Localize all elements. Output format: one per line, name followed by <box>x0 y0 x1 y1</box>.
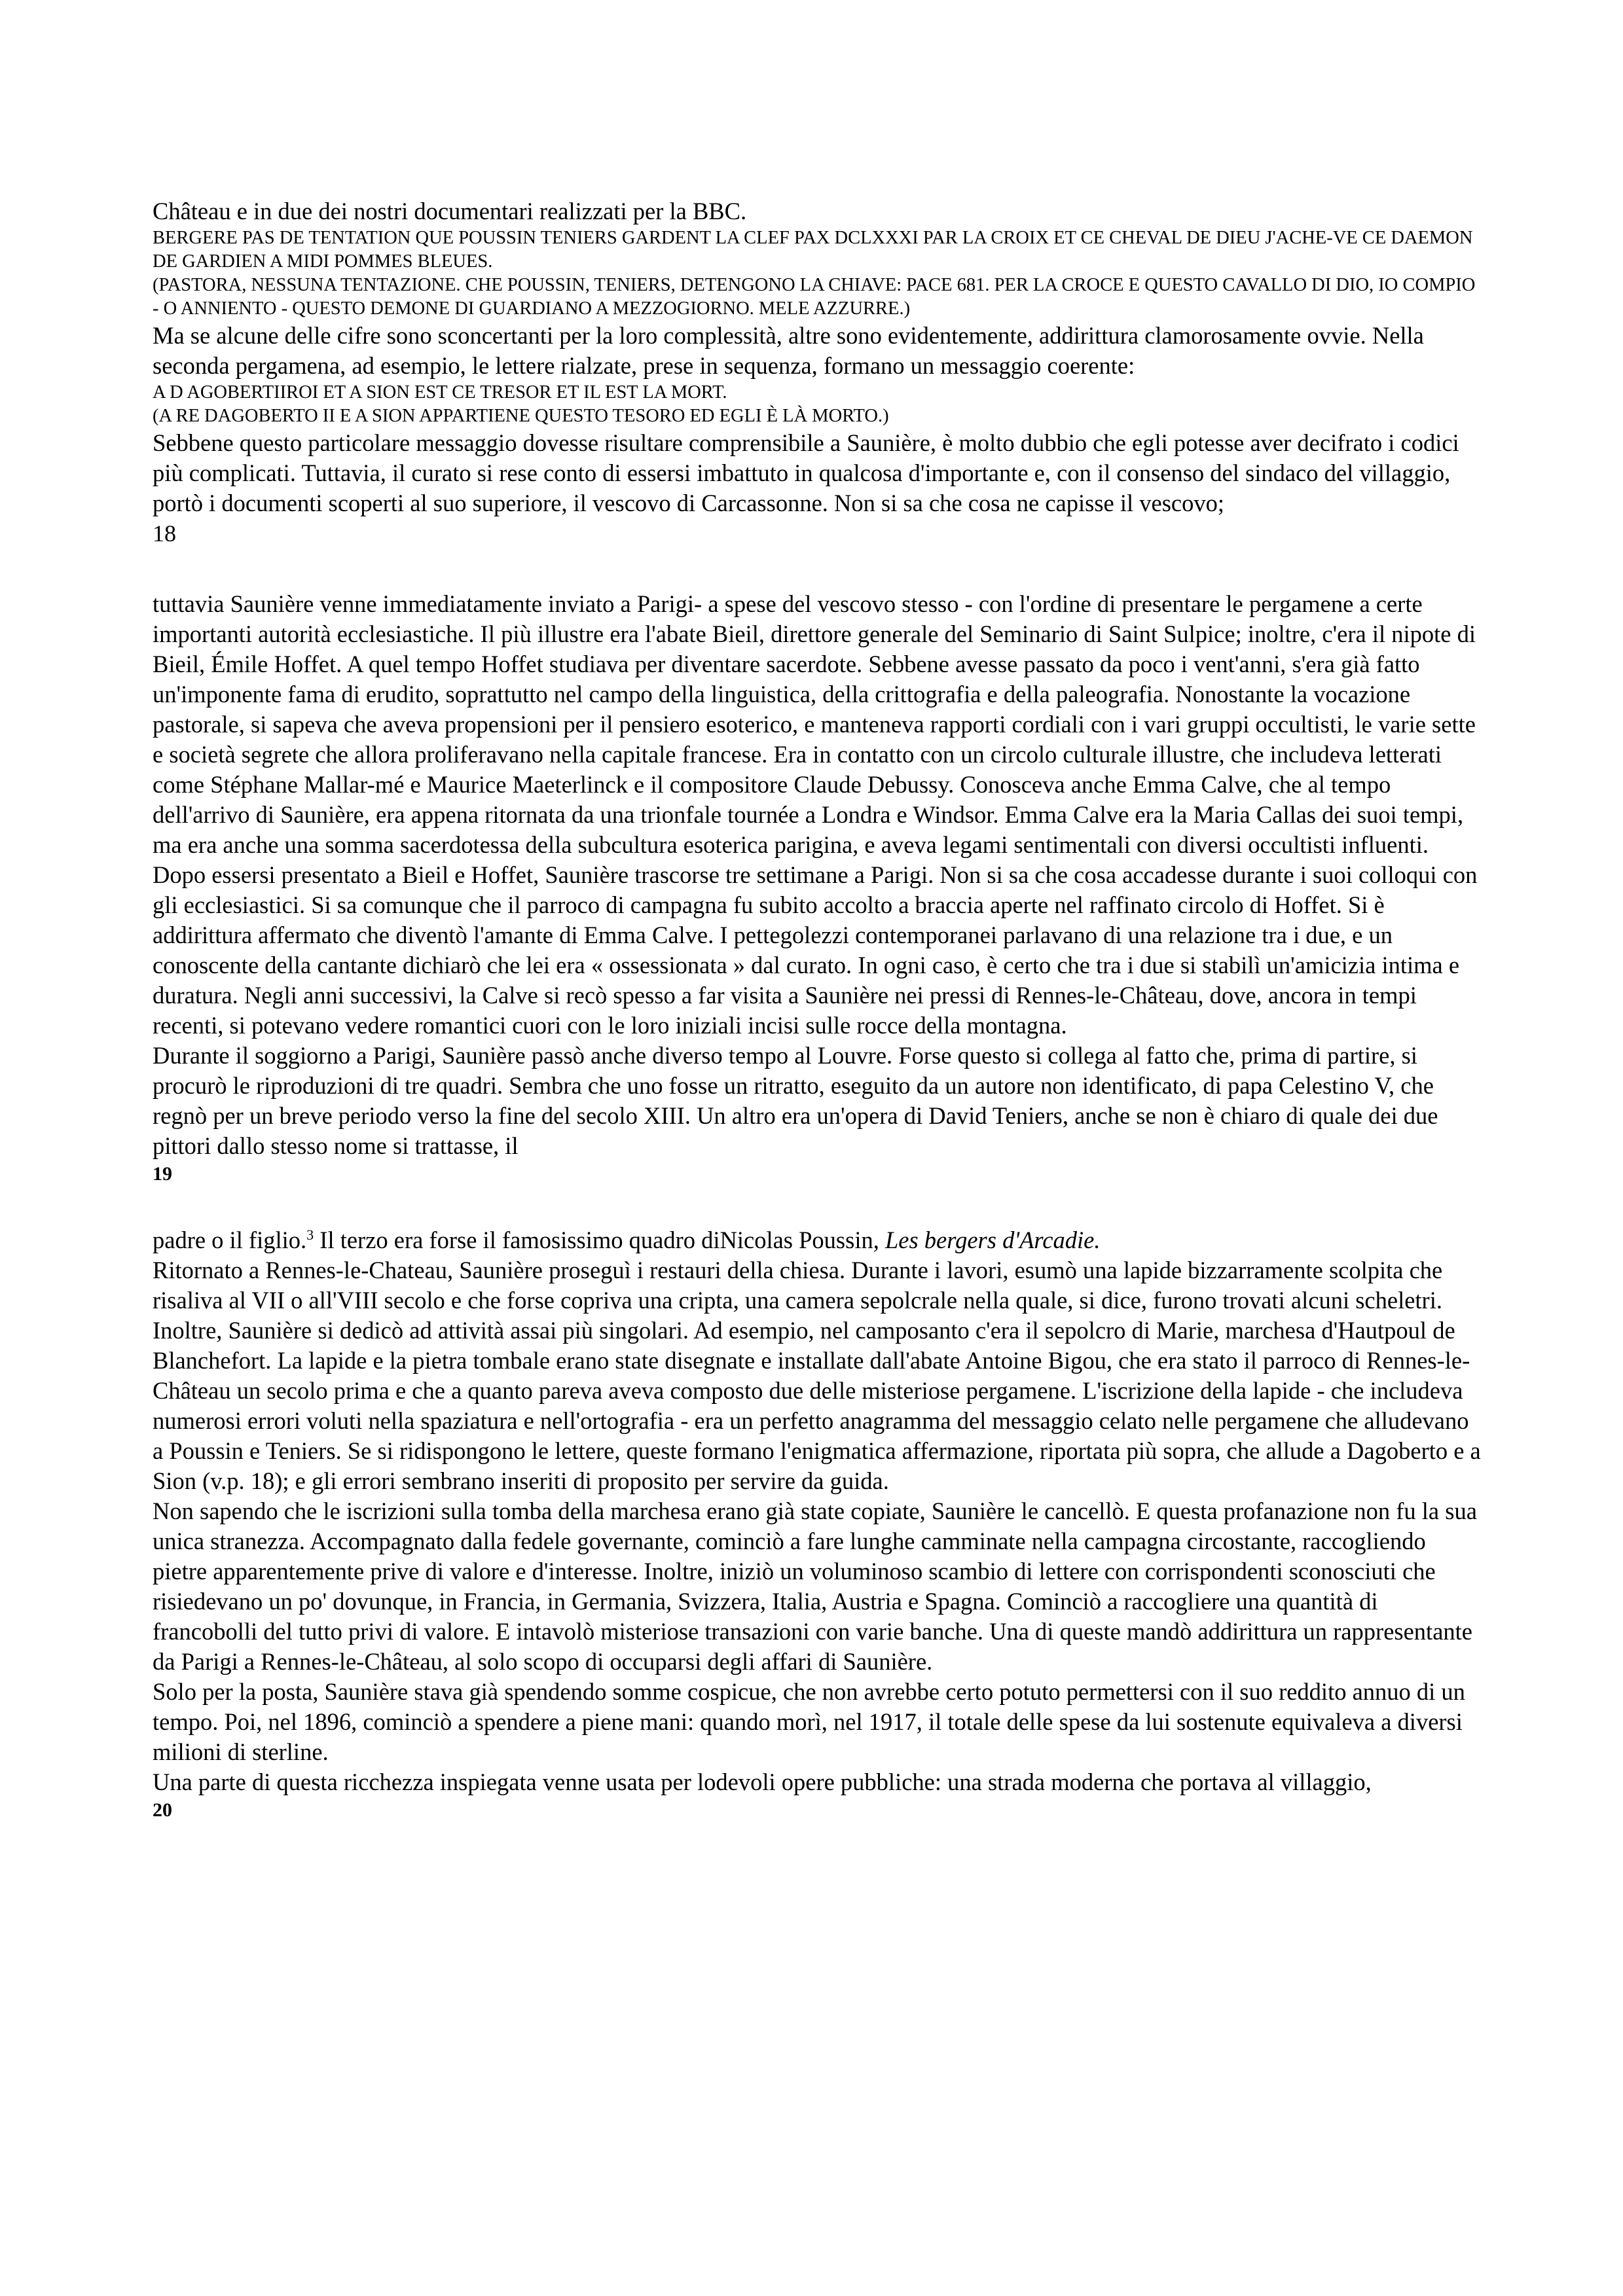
paragraph: tuttavia Saunière venne immediatamente inviato a Parigi- a spese del vescovo stesso - con l'ordine di presentare le pergamene a certe importanti autorità ecclesiastiche. Il più illustre era l'abate Bieil, direttore generale del Seminario di Saint Sulpice; inoltre, c'era il nipote di Bieil, Émile Hoffet. A quel tempo Hoffet studiava per diventare sacerdote. Sebbene avesse passato da poco i vent'anni, s'era già fatto un'imponente fama di erudito, soprattutto nel campo della linguistica, della crittografia e della paleografia. Nonostante la vocazione pastorale, si sapeva che aveva propensioni per il pensiero esoterico, e manteneva rapporti cordiali con i vari gruppi occultisti, le varie sette e società segrete che allora proliferavano nella capitale francese. Era in contatto con un circolo culturale illustre, che includeva letterati come Stéphane Mallar-mé e Maurice Maeterlinck e il compositore Claude Debussy. Conosceva anche Emma Calve, che al tempo dell'arrivo di Saunière, era appena ritornata da una trionfale tournée a Londra e Windsor. Emma Calve era la Maria Callas dei suoi tempi, ma era anche una somma sacerdotessa della subcultura esoterica parigina, e aveva legami sentimentali con diversi occultisti influenti. <box>153 590 1476 858</box>
page-break <box>153 548 1482 589</box>
paragraph: Durante il soggiorno a Parigi, Saunière passò anche diverso tempo al Louvre. Forse questo si collega al fatto che, prima di partire, si procurò le riproduzioni di tre quadri. Sembra che uno fosse un ritratto, eseguito da un autore non identificato, di papa Celestino V, che regnò per un breve periodo verso la fine del secolo XIII. Un altro era un'opera di David Teniers, anche se non è chiaro di quale dei due pittori dallo stesso nome si trattasse, il <box>153 1042 1438 1159</box>
paragraph-text: padre o il figlio. <box>153 1227 307 1253</box>
cipher-translation: (A RE DAGOBERTO II E A SION APPARTIENE QUESTO TESORO ED EGLI È LÀ MORTO.) <box>153 406 889 426</box>
paragraph <box>153 1225 1482 1255</box>
cipher-translation: (PASTORA, NESSUNA TENTAZIONE. CHE POUSSIN, TENIERS, DETENGONO LA CHIAVE: PACE 681. PER LA CROCE E QUESTO CAVALLO DI DIO, IO COMPIO - O ANNIENTO - QUESTO DEMONE DI GUARDIANO A MEZZOGIORNO. MELE AZZURRE.) <box>153 275 1476 319</box>
document-page <box>153 196 1482 1823</box>
paragraph-text: Il terzo era forse il famosissimo quadro diNicolas Poussin, <box>314 1227 885 1253</box>
paragraph: Dopo essersi presentato a Bieil e Hoffet, Saunière trascorse tre settimane a Parigi. Non si sa che cosa accadesse durante i suoi colloqui con gli ecclesiastici. Si sa comunque che il parroco di campagna fu subito accolto a braccia aperte nel raffinato circolo di Hoffet. Si è addirittura affermato che diventò l'amante di Emma Calve. I pettegolezzi contemporanei parlavano di una relazione tra i due, e un conoscente della cantante dichiarò che lei era « ossessionata » dal curato. In ogni caso, è certo che tra i due si stabilì un'amicizia intima e duratura. Negli anni successivi, la Calve si recò spesso a far visita a Saunière nei pressi di Rennes-le-Château, dove, ancora in tempi recenti, si potevano vedere romantici cuori con le loro iniziali incisi sulle rocce della montagna. <box>153 861 1478 1039</box>
painting-title: Les bergers d'Arcadie. <box>884 1227 1101 1253</box>
paragraph: Non sapendo che le iscrizioni sulla tomba della marchesa erano già state copiate, Saunière le cancellò. E questa profanazione non fu la sua unica stranezza. Accompagnato dalla fedele governante, cominciò a fare lunghe camminate nella campagna circostante, raccogliendo pietre apparentemente prive di valore e d'interesse. Inoltre, iniziò un voluminoso scambio di lettere con corrispondenti sconosciuti che risiedevano un po' dovunque, in Francia, in Germania, Svizzera, Italia, Austria e Spagna. Cominciò a raccogliere una quantità di francobolli del tutto privi di valore. E intavolò misteriose transazioni con varie banche. Una di queste mandò addirittura un rappresentante da Parigi a Rennes-le-Château, al solo scopo di occuparsi degli affari di Saunière. <box>153 1498 1477 1675</box>
paragraph: Una parte di questa ricchezza inspiegata venne usata per lodevoli opere pubbliche: una strada moderna che portava al villaggio, <box>153 1768 1372 1795</box>
paragraph: Sebbene questo particolare messaggio dovesse risultare comprensibile a Saunière, è molto dubbio che egli potesse aver decifrato i codici più complicati. Tuttavia, il curato si rese conto di essersi imbattuto in qualcosa d'importante e, con il consenso del sindaco del villaggio, portò i documenti scoperti al suo superiore, il vescovo di Carcassonne. Non si sa che cosa ne capisse il vescovo; <box>153 429 1459 516</box>
paragraph: Ma se alcune delle cifre sono sconcertanti per la loro complessità, altre sono evidentemente, addirittura clamorosamente ovvie. Nella seconda pergamena, ad esempio, le lettere rialzate, prese in sequenza, formano un messaggio coerente: <box>153 322 1424 379</box>
page-number: 19 <box>153 1163 172 1185</box>
page-break <box>153 1187 1482 1225</box>
paragraph: Château e in due dei nostri documentari realizzati per la BBC. <box>153 198 747 224</box>
page-number: 20 <box>153 1799 172 1821</box>
cipher-message: BERGERE PAS DE TENTATION QUE POUSSIN TENIERS GARDENT LA CLEF PAX DCLXXXI PAR LA CROIX ET CE CHEVAL DE DIEU J'ACHE-VE CE DAEMON DE GARDIEN A MIDI POMMES BLEUES. <box>153 228 1473 272</box>
footnote-marker: 3 <box>306 1226 314 1243</box>
paragraph: Solo per la posta, Saunière stava già spendendo somme cospicue, che non avrebbe certo potuto permettersi con il suo reddito annuo di un tempo. Poi, nel 1896, cominciò a spendere a piene mani: quando morì, nel 1917, il totale delle spese da lui sostenute equivaleva a diversi milioni di sterline. <box>153 1678 1465 1765</box>
page-number: 18 <box>153 520 176 547</box>
cipher-message: A D AGOBERTIIROI ET A SION EST CE TRESOR ET IL EST LA MORT. <box>153 382 727 403</box>
paragraph: Ritornato a Rennes-le-Chateau, Saunière proseguì i restauri della chiesa. Durante i lavori, esumò una lapide bizzarramente scolpita che risaliva al VII o all'VIII secolo e che forse copriva una cripta, una camera sepolcrale nella quale, si dice, furono trovati alcuni scheletri. Inoltre, Saunière si dedicò ad attività assai più singolari. Ad esempio, nel camposanto c'era il sepolcro di Marie, marchesa d'Hautpoul de Blanchefort. La lapide e la pietra tombale erano state disegnate e installate dall'abate Antoine Bigou, che era stato il parroco di Rennes-le-Château un secolo prima e che a quanto pareva aveva composto due delle misteriose pergamene. L'iscrizione della lapide - che includeva numerosi errori voluti nella spaziatura e nell'ortografia - era un perfetto anagramma del messaggio celato nelle pergamene che alludevano a Poussin e Teniers. Se si ridispongono le lettere, queste formano l'enigmatica affermazione, riportata più sopra, che allude a Dagoberto e a Sion (v.p. 18); e gli errori sembrano inseriti di proposito per servire da guida. <box>153 1257 1481 1494</box>
